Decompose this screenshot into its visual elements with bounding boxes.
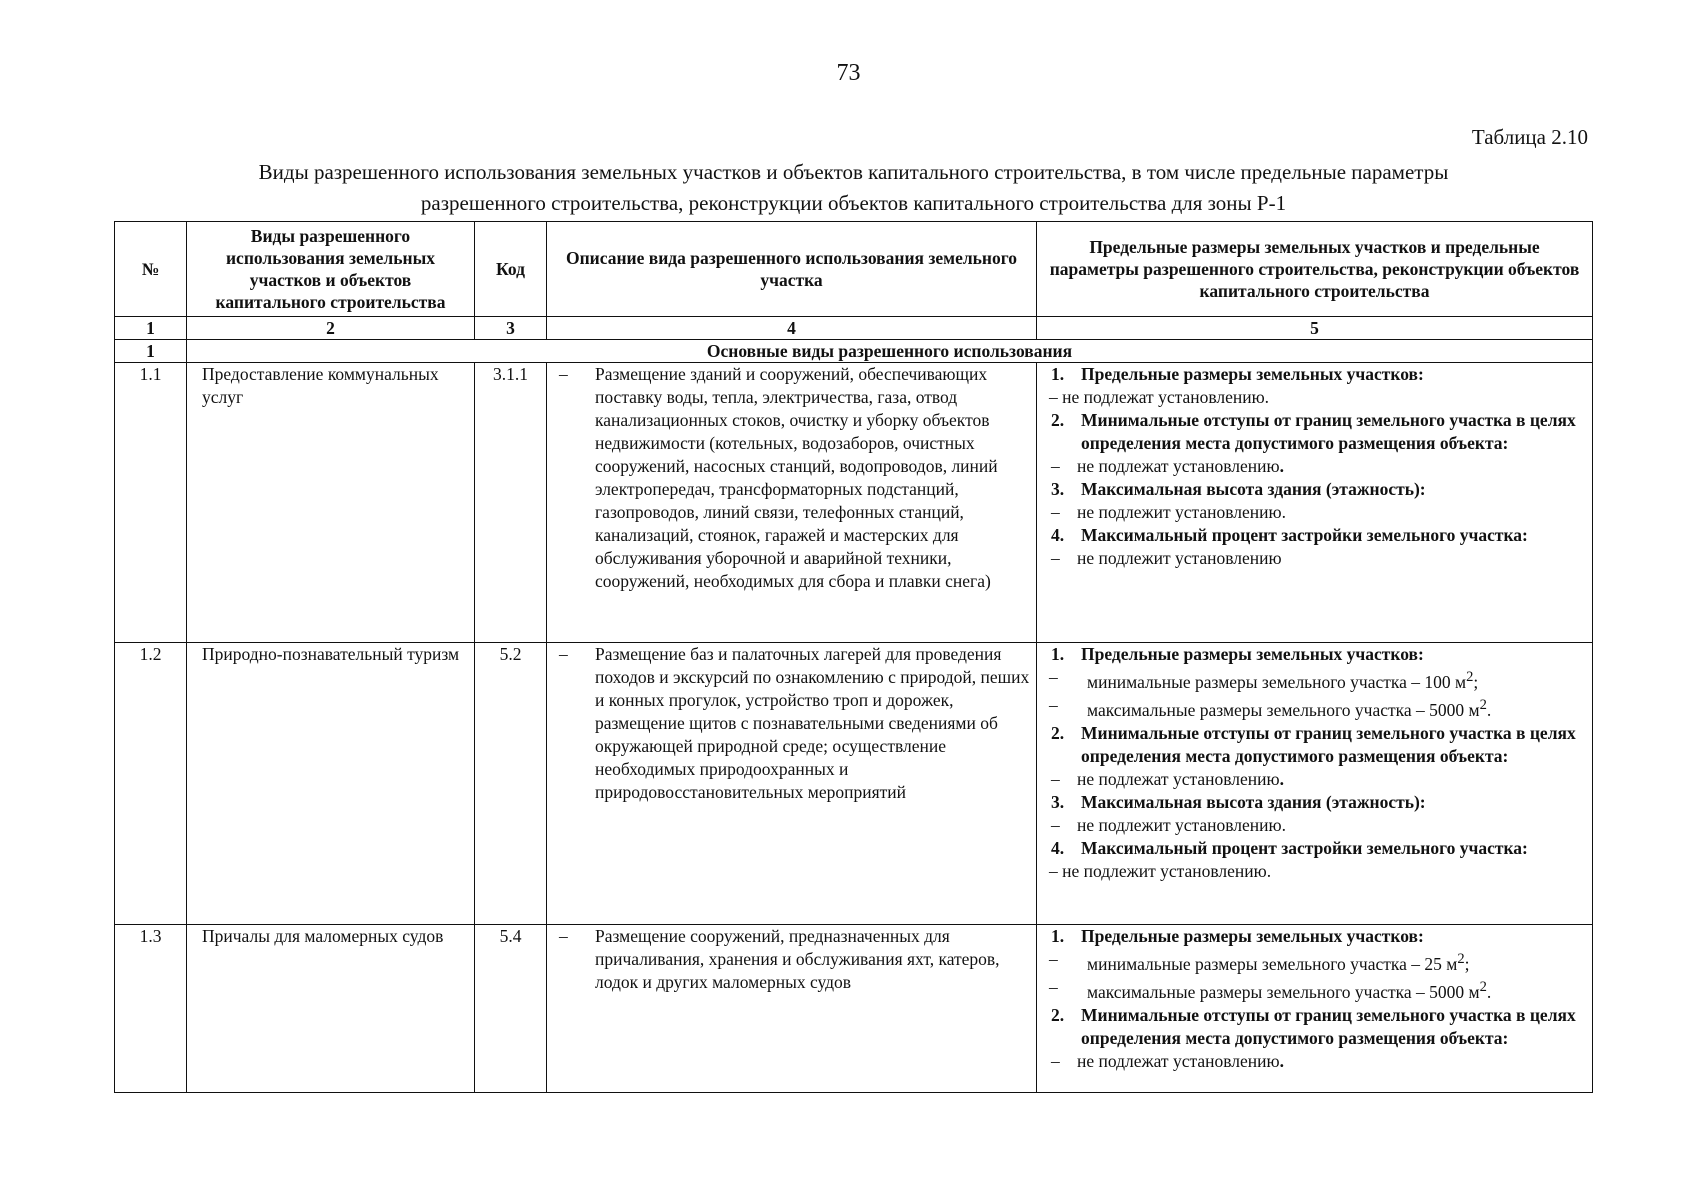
param-dot: . [1279, 456, 1284, 476]
dash: – [1049, 976, 1058, 997]
param-value: минимальные размеры земельного участка – 25 м [1087, 953, 1458, 974]
caption-line-1: Виды разрешенного использования земельных участков и объектов капитального строительства, в том числе предельные параметры [258, 160, 1449, 184]
punct: . [1486, 699, 1492, 720]
param-heading: Предельные размеры земельных участков: [1081, 364, 1424, 384]
param-value: не подлежат установлению [1077, 456, 1280, 476]
row-name: Причалы для маломерных судов [187, 925, 475, 1093]
param-heading: Минимальные отступы от границ земельного участка в целях определения места допустимого размещения объекта: [1081, 722, 1576, 766]
param-value: не подлежит установлению. [1077, 502, 1286, 522]
row-desc: Размещение баз и палаточных лагерей для проведения походов и экскурсий по ознакомлению с природой, пеших и конных прогулок, устройство троп и дорожек, размещение щитов с познавательными сведениями об окружающей природной среде; осуществление необходимых природоохранных и природовосстановительных мероприятий [595, 644, 1030, 802]
column-number: 2 [187, 317, 475, 340]
row-name: Предоставление коммунальных услуг [187, 363, 475, 643]
param-value: – не подлежат установлению. [1049, 387, 1270, 407]
column-number: 3 [475, 317, 547, 340]
param-value: – не подлежит установлению. [1049, 860, 1272, 881]
row-num: 1.1 [115, 363, 187, 643]
row-desc-cell [547, 643, 1037, 925]
param-heading: Максимальный процент застройки земельного участка: [1081, 525, 1528, 545]
row-code: 5.4 [475, 925, 547, 1093]
dash: – [1049, 667, 1058, 687]
param-value: не подлежат установлению [1077, 768, 1280, 789]
param-number: 3. [1051, 479, 1065, 499]
header-code: Код [475, 222, 547, 317]
caption-line-2: разрешенного строительства, реконструкции объектов капитального строительства для зоны Р-1 [420, 191, 1287, 215]
zoning-table [114, 221, 1593, 1093]
header-params: Предельные размеры земельных участков и предельные параметры разрешенного строительства, реконструкции объектов капитального строительства [1037, 222, 1593, 317]
param-heading: Минимальные отступы от границ земельного участка в целях определения места допустимого размещения объекта: [1081, 410, 1576, 453]
row-desc: Размещение сооружений, предназначенных для причаливания, хранения и обслуживания яхт, катеров, лодок и других маломерных судов [595, 926, 1000, 992]
row-desc-cell [547, 363, 1037, 643]
param-number: 4. [1051, 525, 1065, 545]
param-value: максимальные размеры земельного участка – 5000 м [1087, 699, 1480, 720]
superscript: 2 [1479, 978, 1487, 995]
section-row [115, 340, 1593, 363]
param-heading: Предельные размеры земельных участков: [1081, 644, 1424, 664]
dash: – [559, 364, 568, 384]
section-num: 1 [115, 340, 187, 363]
param-number: 2. [1051, 410, 1065, 430]
param-heading: Максимальная высота здания (этажность): [1081, 479, 1426, 499]
dash: – [1051, 456, 1060, 476]
header-name: Виды разрешенного использования земельных участков и объектов капитального строительства [187, 222, 475, 317]
param-dot: . [1279, 1050, 1284, 1071]
row-code: 5.2 [475, 643, 547, 925]
row-params-cell [1037, 363, 1593, 643]
column-number: 5 [1037, 317, 1593, 340]
param-number: 4. [1051, 837, 1065, 858]
row-num: 1.3 [115, 925, 187, 1093]
header-row [115, 222, 1593, 317]
param-heading: Минимальные отступы от границ земельного участка в целях определения места допустимого размещения объекта: [1081, 1004, 1576, 1048]
dash: – [1051, 548, 1060, 568]
row-params-cell [1037, 925, 1593, 1093]
row-name: Природно-познавательный туризм [187, 643, 475, 925]
table-row [115, 925, 1593, 1093]
param-heading: Предельные размеры земельных участков: [1081, 926, 1424, 946]
param-dot: . [1279, 768, 1284, 789]
param-value: максимальные размеры земельного участка – 5000 м [1087, 981, 1480, 1002]
punct: ; [1473, 671, 1479, 692]
param-number: 1. [1051, 644, 1065, 664]
param-heading: Максимальная высота здания (этажность): [1081, 791, 1426, 812]
section-title: Основные виды разрешенного использования [187, 340, 1593, 363]
row-desc-cell [547, 925, 1037, 1093]
table-row [115, 363, 1593, 643]
header-desc: Описание вида разрешенного использования земельного участка [547, 222, 1037, 317]
dash: – [1051, 768, 1060, 789]
dash: – [1051, 1050, 1060, 1071]
dash: – [559, 644, 568, 664]
param-value: минимальные размеры земельного участка – 100 м [1087, 671, 1467, 692]
column-number: 4 [547, 317, 1037, 340]
param-number: 2. [1051, 1004, 1065, 1025]
punct: . [1486, 981, 1492, 1002]
table-caption [115, 157, 1592, 219]
table-label: Таблица 2.10 [1471, 125, 1588, 149]
superscript: 2 [1466, 669, 1474, 685]
column-number: 1 [115, 317, 187, 340]
row-desc: Размещение зданий и сооружений, обеспечивающих поставку воды, тепла, электричества, газа, отвод канализационных стоков, очистку и уборку объектов недвижимости (котельных, водозаборов, очистных сооружений, насосных станций, водопроводов, линий электропередач, трансформаторных подстанций, газопроводов, линий связи, телефонных станций, канализаций, стоянок, гаражей и мастерских для обслуживания уборочной и аварийной техники, сооружений, необходимых для сбора и плавки снега) [595, 364, 998, 591]
param-heading: Максимальный процент застройки земельного участка: [1081, 837, 1528, 858]
table-row [115, 643, 1593, 925]
superscript: 2 [1457, 951, 1465, 967]
param-number: 1. [1051, 926, 1065, 946]
row-params-cell [1037, 643, 1593, 925]
superscript: 2 [1479, 696, 1487, 713]
dash: – [1049, 949, 1058, 969]
param-number: 2. [1051, 722, 1065, 743]
dash: – [559, 926, 568, 946]
param-value: не подлежат установлению [1077, 1050, 1280, 1071]
param-value: не подлежит установлению. [1077, 814, 1286, 835]
header-num: № [115, 222, 187, 317]
punct: ; [1464, 953, 1470, 974]
page-number: 73 [836, 60, 861, 86]
param-value: не подлежит установлению [1077, 548, 1282, 568]
column-number-row [115, 317, 1593, 340]
dash: – [1051, 814, 1060, 835]
dash: – [1049, 694, 1058, 715]
row-code: 3.1.1 [475, 363, 547, 643]
param-number: 3. [1051, 791, 1065, 812]
row-num: 1.2 [115, 643, 187, 925]
param-number: 1. [1051, 364, 1065, 384]
dash: – [1051, 502, 1060, 522]
